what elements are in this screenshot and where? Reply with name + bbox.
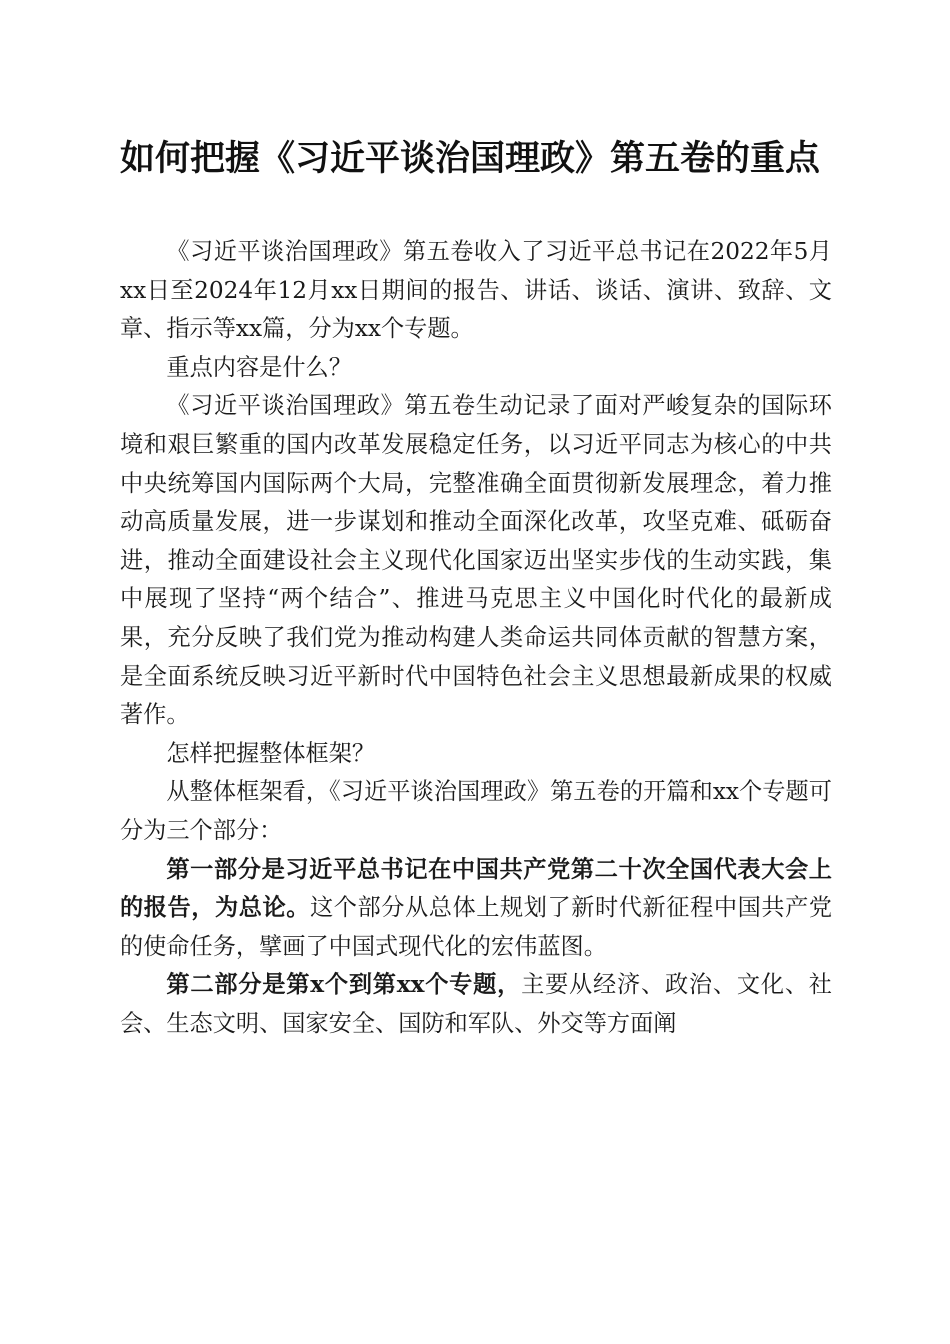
paragraph-framework: 从整体框架看，《习近平谈治国理政》第五卷的开篇和xx个专题可分为三个部分： [120,778,832,844]
document-title: 如何把握《习近平谈治国理政》第五卷的重点 [120,138,821,179]
document-body [120,233,832,1043]
part-one-lead: 第一部分是习近平总书记在中国共产党第二十次全国代表大会上的报告，为总论。 [120,855,832,922]
paragraph-part-one [120,851,832,967]
paragraph-key-content: 《习近平谈治国理政》第五卷生动记录了面对严峻复杂的国际环境和艰巨繁重的国内改革发展稳定任务，以习近平同志为核心的中共中央统筹国内国际两个大局，完整准确全面贯彻新发展理念，着力推动高质量发展，进一步谋划和推动全面深化改革，攻坚克难、砥砺奋进，推动全面建设社会主义现代化国家迈出坚实步伐的生动实践，集中展现了坚持“两个结合”、推进马克思主义中国化时代化的最新成果，充分反映了我们党为推动构建人类命运共同体贡献的智慧方案，是全面系统反映习近平新时代中国特色社会主义思想最新成果的权威著作。 [120,392,832,729]
part-one-text: 这个部分从总体上规划了新时代新征程中国共产党的使命任务，擘画了中国式现代化的宏伟蓝图。 [120,894,833,960]
paragraph-question-key-content: 重点内容是什么？ [166,353,352,381]
part-two-text: 主要从经济、政治、文化、社会、生态文明、国家安全、国防和军队、外交等方面阐 [120,971,832,1037]
paragraph-question-framework: 怎样把握整体框架？ [166,739,376,767]
part-two-lead: 第二部分是第x个到第xx个专题， [166,971,522,999]
paragraph-part-two [120,966,832,1043]
paragraph-intro: 《习近平谈治国理政》第五卷收入了习近平总书记在2022年5月xx日至2024年12月xx日期间的报告、讲话、谈话、演讲、致辞、文章、指示等xx篇，分为xx个专题。 [120,238,832,343]
